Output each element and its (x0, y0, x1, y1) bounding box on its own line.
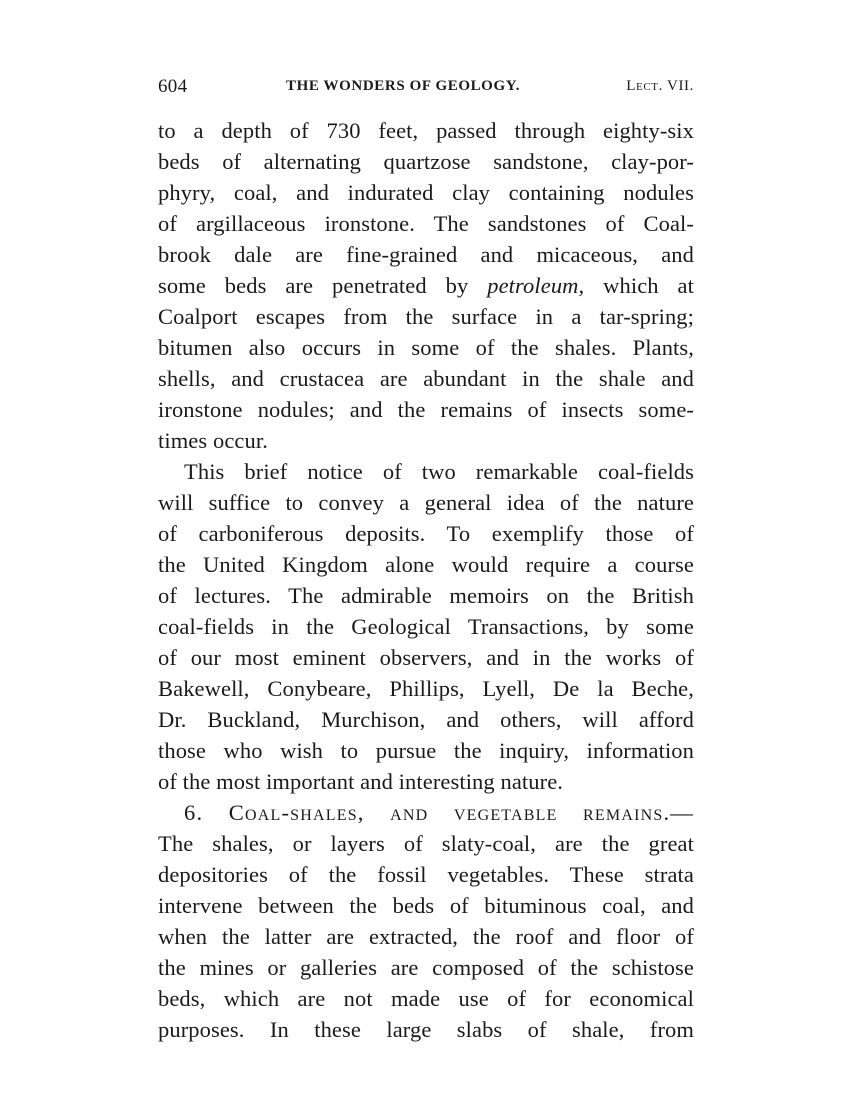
text-line: shells, and crustacea are abundant in the shale and (158, 366, 694, 391)
text-line: the mines or galleries are composed of the schistose (158, 955, 694, 980)
text-line: times occur. (158, 428, 268, 453)
text-line: those who wish to pursue the inquiry, information (158, 738, 694, 763)
text-line: bitumen also occurs in some of the shales. Plants, (158, 335, 694, 360)
text-line: beds of alternating quartzose sandstone, clay-por- (158, 149, 694, 174)
text-line: beds, which are not made use of for economical (158, 986, 694, 1011)
text-line: The shales, or layers of slaty-coal, are the great (158, 831, 694, 856)
text-line: Bakewell, Conybeare, Phillips, Lyell, De la Beche, (158, 676, 694, 701)
text-line: of carboniferous deposits. To exemplify those of (158, 521, 694, 546)
text-line: coal-fields in the Geological Transactions, by some (158, 614, 694, 639)
text-line: Dr. Buckland, Murchison, and others, will afford (158, 707, 694, 732)
italic-word: petroleum, (487, 273, 585, 298)
text-segment: some beds are penetrated by (158, 273, 469, 298)
text-line: brook dale are fine-grained and micaceous, and (158, 242, 694, 267)
text-line: ironstone nodules; and the remains of insects some- (158, 397, 694, 422)
text-line: intervene between the beds of bituminous coal, and (158, 893, 694, 918)
text-line: to a depth of 730 feet, passed through eighty-six (158, 118, 694, 143)
paragraph-first-line: This brief notice of two remarkable coal-fields (184, 459, 694, 484)
lecture-label (626, 78, 694, 95)
text-line: of argillaceous ironstone. The sandstones of Coal- (158, 211, 694, 236)
text-line: of the most important and interesting nature. (158, 769, 564, 794)
text-line: will suffice to convey a general idea of the nature (158, 490, 694, 515)
text-line: when the latter are extracted, the roof and floor of (158, 924, 694, 949)
text-line: the United Kingdom alone would require a course (158, 552, 694, 577)
section-heading: 6. Coal-shales, and vegetable remains.— (184, 800, 694, 825)
running-head (158, 76, 694, 100)
book-title: THE WONDERS OF GEOLOGY. (286, 78, 521, 94)
page-number: 604 (158, 76, 188, 97)
body-text (158, 115, 694, 1045)
lecture-text: Lect. VII. (626, 78, 694, 94)
text-line: depositories of the fossil vegetables. These strata (158, 862, 694, 887)
text-line: of lectures. The admirable memoirs on the British (158, 583, 694, 608)
text-segment: which at (603, 273, 694, 298)
text-line: phyry, coal, and indurated clay containing nodules (158, 180, 694, 205)
text-line: purposes. In these large slabs of shale, from (158, 1017, 694, 1042)
text-line: of our most eminent observers, and in the works of (158, 645, 694, 670)
text-line: Coalport escapes from the surface in a tar-spring; (158, 304, 694, 329)
text-line-with-italic (158, 270, 694, 301)
